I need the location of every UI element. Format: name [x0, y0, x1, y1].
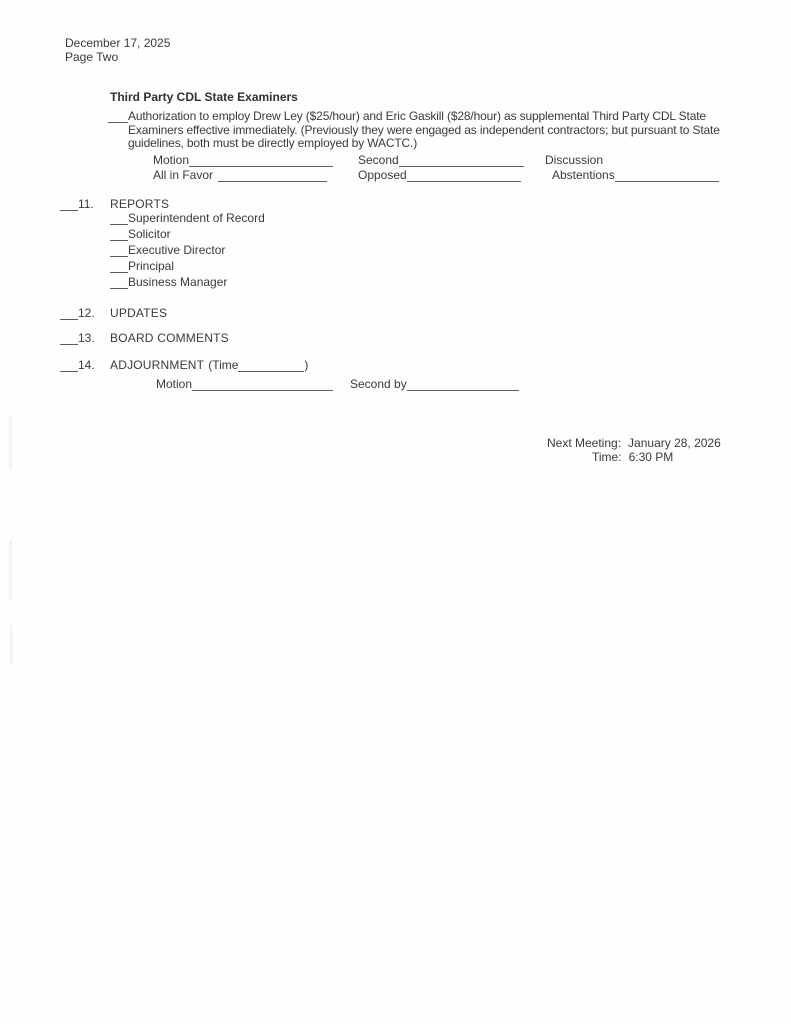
sub-item-label: Executive Director — [128, 243, 226, 257]
sub-item-label: Superintendent of Record — [128, 211, 265, 225]
second-by-label: Second by — [350, 377, 407, 391]
report-sub-item — [110, 243, 225, 257]
sub-item-label: Solicitor — [128, 227, 171, 241]
scan-artifact — [9, 415, 12, 470]
blank-line — [110, 228, 128, 241]
time-value: 6:30 PM — [628, 450, 674, 464]
motion-label: Motion — [153, 153, 190, 167]
opposed-label: Opposed — [358, 168, 407, 182]
vote-abstentions-field — [552, 168, 719, 182]
report-sub-item — [110, 227, 171, 241]
time-label: Time: — [592, 450, 622, 464]
motion-body — [108, 110, 748, 151]
vote-all-in-favor-field — [153, 168, 327, 182]
adjournment-motion-field — [156, 377, 333, 391]
report-sub-item — [110, 275, 227, 289]
next-meeting-label: Next Meeting: — [547, 436, 622, 450]
scan-artifact — [10, 625, 13, 665]
item-number: 12. — [78, 306, 95, 320]
blank-line — [189, 154, 333, 167]
blank-line — [110, 260, 128, 273]
page-label: Page Two — [65, 50, 119, 64]
blank-line — [108, 110, 128, 123]
motion-body-line-3: guidelines, both must be directly employed by WACTC.) — [128, 136, 418, 150]
time-field-label: (Time — [208, 358, 239, 372]
agenda-item-14 — [60, 358, 308, 372]
blank-line — [238, 359, 304, 372]
blank-line — [60, 359, 78, 372]
document-date: December 17, 2025 — [65, 36, 171, 50]
item-title: REPORTS — [110, 197, 170, 211]
second-label: Second — [358, 153, 399, 167]
report-sub-item — [110, 259, 174, 273]
blank-line — [218, 169, 327, 182]
blank-line — [192, 378, 333, 391]
blank-line — [399, 154, 524, 167]
sub-item-label: Principal — [128, 259, 175, 273]
motion-body-line-2: Examiners effective immediately. (Previously they were engaged as independent contractors; but pursuant to State — [128, 122, 720, 137]
item-number: 11. — [78, 197, 94, 211]
scan-artifact — [9, 540, 12, 600]
motion-label: Motion — [156, 377, 193, 391]
blank-line — [407, 378, 519, 391]
item-number: 13. — [78, 331, 95, 345]
blank-line — [60, 332, 78, 345]
vote-opposed-field — [358, 168, 521, 182]
section-heading: Third Party CDL State Examiners — [110, 90, 298, 104]
discussion-label: Discussion — [545, 153, 604, 167]
blank-line — [407, 169, 521, 182]
paren-close: ) — [304, 358, 309, 372]
all-in-favor-label: All in Favor — [153, 168, 214, 182]
next-meeting-date: January 28, 2026 — [628, 436, 721, 450]
item-title: BOARD COMMENTS — [110, 331, 229, 345]
motion-body-line-1: Authorization to employ Drew Ley ($25/hour) and Eric Gaskill ($28/hour) as supplemental Third Party CDL State — [128, 109, 706, 123]
report-sub-item — [110, 211, 265, 225]
item-title: UPDATES — [110, 306, 168, 320]
agenda-item-13 — [60, 331, 229, 345]
blank-line — [110, 212, 128, 225]
blank-line — [60, 198, 78, 211]
blank-line — [110, 244, 128, 257]
blank-line — [60, 307, 78, 320]
next-meeting-time-line — [592, 450, 673, 464]
agenda-item-12 — [60, 306, 167, 320]
item-number: 14. — [78, 358, 95, 372]
adjournment-second-by-field — [350, 377, 519, 391]
vote-discussion-field — [545, 153, 603, 167]
blank-line — [110, 276, 128, 289]
next-meeting-line — [547, 436, 721, 450]
agenda-item-11 — [60, 197, 169, 211]
blank-line — [615, 169, 719, 182]
sub-item-label: Business Manager — [128, 275, 228, 289]
vote-motion-field — [153, 153, 333, 167]
item-title: ADJOURNMENT — [110, 358, 205, 372]
abstentions-label: Abstentions — [552, 168, 615, 182]
vote-second-field — [358, 153, 524, 167]
